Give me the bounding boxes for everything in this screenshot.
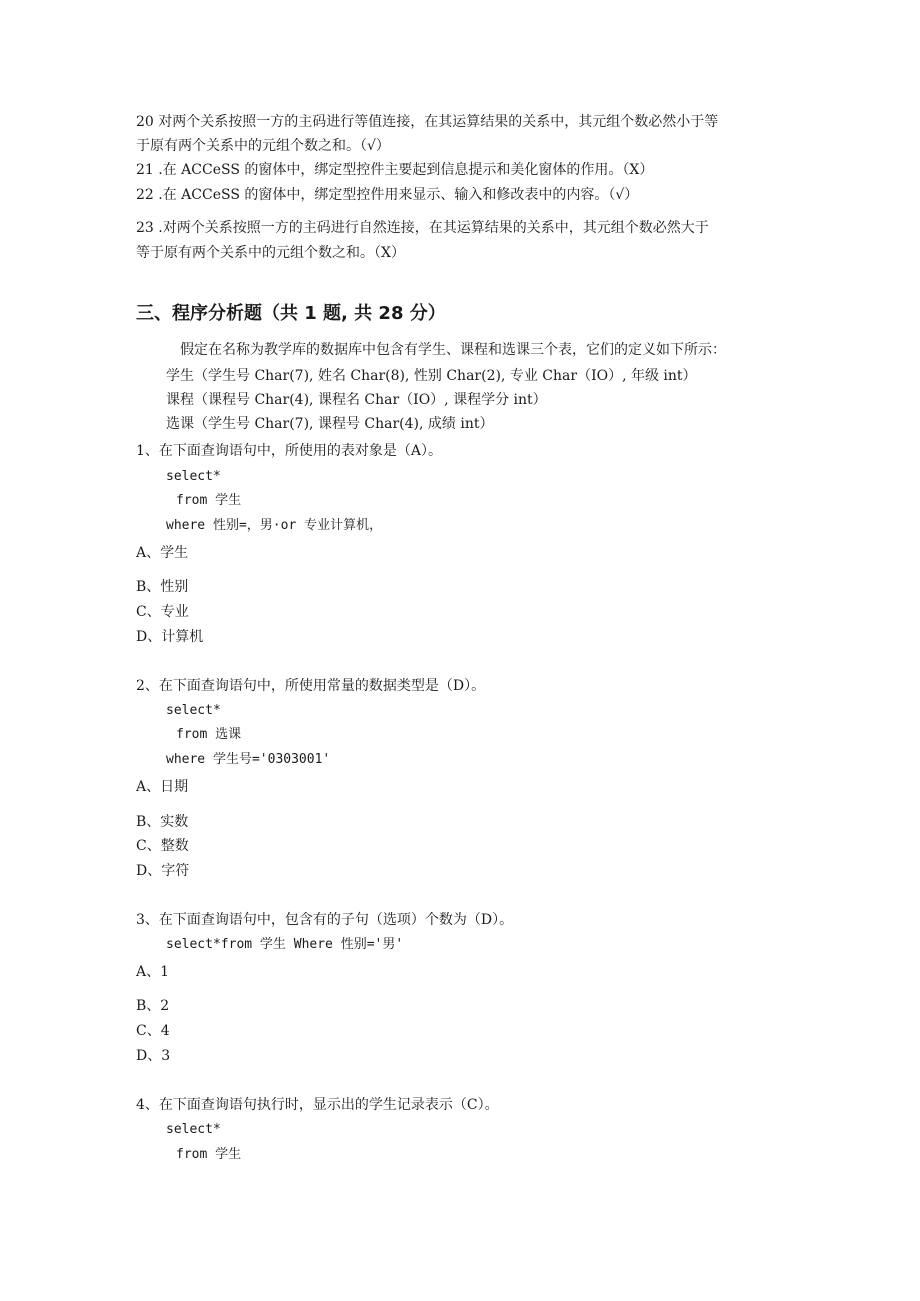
q1-option-b: B、性别 bbox=[136, 579, 189, 595]
q3-option-d: D、3 bbox=[136, 1048, 171, 1064]
q2-code-line: select* bbox=[166, 703, 221, 718]
q2-code-line: where 学生号='0303001' bbox=[166, 752, 331, 767]
q20-line1: 20 对两个关系按照一方的主码进行等值连接，在其运算结果的关系中，其元组个数必然小于等 bbox=[136, 114, 719, 130]
q2-option-b: B、实数 bbox=[136, 814, 189, 830]
q1-option-c: C、专业 bbox=[136, 604, 189, 620]
q23-line1: 23 .对两个关系按照一方的主码进行自然连接，在其运算结果的关系中，其元组个数必然大于 bbox=[136, 220, 709, 236]
q3-option-c: C、4 bbox=[136, 1023, 170, 1039]
q22: 22 .在 ACCeSS 的窗体中，绑定型控件用来显示、输入和修改表中的内容。（√） bbox=[136, 187, 639, 203]
table-def-selection: 选课（学生号 Char(7), 课程号 Char(4), 成绩 int） bbox=[166, 416, 494, 432]
q1-code-line: select* bbox=[166, 469, 221, 484]
q3-code-line: select*from 学生 Where 性别='男' bbox=[166, 937, 404, 952]
q4-stem: 4、在下面查询语句执行时，显示出的学生记录表示（C）。 bbox=[136, 1097, 499, 1113]
q1-option-d: D、计算机 bbox=[136, 629, 204, 645]
q1-option-a: A、学生 bbox=[136, 545, 189, 561]
section-title: 三、程序分析题（共 1 题, 共 28 分） bbox=[136, 303, 446, 324]
q2-stem: 2、在下面查询语句中，所使用常量的数据类型是（D）。 bbox=[136, 678, 486, 694]
q21: 21 .在 ACCeSS 的窗体中，绑定型控件主要起到信息提示和美化窗体的作用。（X） bbox=[136, 162, 654, 178]
q20-line2: 于原有两个关系中的元组个数之和。（√） bbox=[136, 138, 390, 154]
q2-option-a: A、日期 bbox=[136, 779, 189, 795]
section-intro: 假定在名称为教学库的数据库中包含有学生、课程和选课三个表，它们的定义如下所示： bbox=[180, 342, 726, 358]
q1-stem: 1、在下面查询语句中，所使用的表对象是（A）。 bbox=[136, 443, 443, 459]
q2-option-c: C、整数 bbox=[136, 838, 189, 854]
q3-stem: 3、在下面查询语句中，包含有的子句（选项）个数为（D）。 bbox=[136, 912, 514, 928]
q23-line2: 等于原有两个关系中的元组个数之和。（X） bbox=[136, 245, 405, 261]
q3-option-a: A、1 bbox=[136, 964, 170, 980]
q1-code-line: from 学生 bbox=[176, 493, 242, 508]
q2-option-d: D、字符 bbox=[136, 863, 190, 879]
q2-code-line: from 选课 bbox=[176, 727, 242, 742]
table-def-course: 课程（课程号 Char(4), 课程名 Char（IO）, 课程学分 int） bbox=[166, 392, 547, 408]
q3-option-b: B、2 bbox=[136, 998, 170, 1014]
q1-code-line: where 性别=，男·or 专业计算机， bbox=[166, 518, 383, 533]
q4-code-line: select* bbox=[166, 1122, 221, 1137]
q4-code-line: from 学生 bbox=[176, 1147, 242, 1162]
table-def-student: 学生（学生号 Char(7), 姓名 Char(8), 性别 Char(2), 专业 Char（IO）, 年级 int） bbox=[166, 368, 697, 384]
